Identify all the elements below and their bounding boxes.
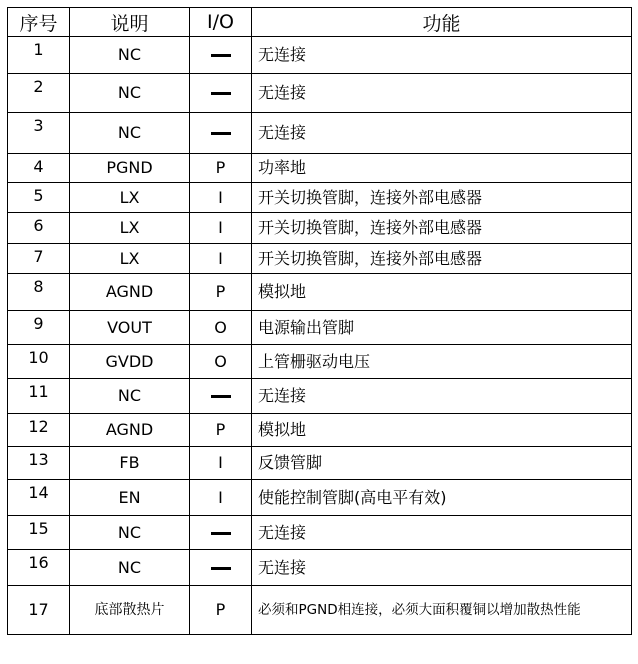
header-function: 功能 [252, 8, 632, 37]
pin-function: 开关切换管脚，连接外部电感器 [252, 213, 632, 244]
pin-number: 6 [8, 213, 70, 244]
pin-io: I [190, 213, 252, 244]
pin-function: 反馈管脚 [252, 447, 632, 480]
pin-name: VOUT [70, 311, 190, 345]
pin-number: 2 [8, 74, 70, 113]
no-connect-dash-icon [211, 395, 231, 398]
table-row [8, 274, 632, 311]
header-name: 说明 [70, 8, 190, 37]
pin-name: AGND [70, 274, 190, 311]
pin-io: P [190, 414, 252, 447]
pin-number: 9 [8, 311, 70, 345]
pin-io [190, 550, 252, 586]
table-row [8, 311, 632, 345]
pin-name: NC [70, 113, 190, 154]
table-row [8, 345, 632, 379]
pin-name: NC [70, 550, 190, 586]
pin-name: PGND [70, 154, 190, 183]
pin-function: 功率地 [252, 154, 632, 183]
pin-function: 无连接 [252, 550, 632, 586]
pin-function: 模拟地 [252, 274, 632, 311]
no-connect-dash-icon [211, 532, 231, 535]
pin-number: 7 [8, 244, 70, 274]
pin-io: I [190, 244, 252, 274]
pin-io: P [190, 586, 252, 635]
table-row [8, 74, 632, 113]
table-row [8, 183, 632, 213]
pin-function: 模拟地 [252, 414, 632, 447]
table-row [8, 414, 632, 447]
header-no: 序号 [8, 8, 70, 37]
pin-name: LX [70, 213, 190, 244]
pin-number: 13 [8, 447, 70, 480]
pin-name: 底部散热片 [70, 586, 190, 635]
no-connect-dash-icon [211, 92, 231, 95]
pin-name: NC [70, 516, 190, 550]
pin-io [190, 74, 252, 113]
pin-io: I [190, 447, 252, 480]
table-row [8, 244, 632, 274]
table-header-row [8, 8, 632, 37]
pin-function: 无连接 [252, 516, 632, 550]
pin-name: GVDD [70, 345, 190, 379]
pin-name: NC [70, 379, 190, 414]
table-row [8, 379, 632, 414]
table-row [8, 37, 632, 74]
pin-function: 开关切换管脚，连接外部电感器 [252, 244, 632, 274]
pin-function-table [7, 7, 632, 635]
pin-io [190, 37, 252, 74]
no-connect-dash-icon [211, 567, 231, 570]
pin-number: 1 [8, 37, 70, 74]
pin-name: NC [70, 37, 190, 74]
pin-name: NC [70, 74, 190, 113]
no-connect-dash-icon [211, 54, 231, 57]
pin-name: LX [70, 183, 190, 213]
pin-name: AGND [70, 414, 190, 447]
table-row [8, 516, 632, 550]
pin-io: I [190, 183, 252, 213]
pin-function: 无连接 [252, 379, 632, 414]
pin-number: 8 [8, 274, 70, 311]
table-row [8, 586, 632, 635]
pin-number: 11 [8, 379, 70, 414]
pin-number: 15 [8, 516, 70, 550]
pin-number: 16 [8, 550, 70, 586]
no-connect-dash-icon [211, 132, 231, 135]
pin-io [190, 379, 252, 414]
pin-io: P [190, 154, 252, 183]
pin-name: FB [70, 447, 190, 480]
pin-number: 3 [8, 113, 70, 154]
table-row [8, 154, 632, 183]
pin-number: 14 [8, 480, 70, 516]
pin-name: EN [70, 480, 190, 516]
pin-number: 4 [8, 154, 70, 183]
pin-function: 上管栅驱动电压 [252, 345, 632, 379]
table-row [8, 480, 632, 516]
pin-io: O [190, 311, 252, 345]
pin-function: 必须和PGND相连接，必须大面积覆铜以增加散热性能 [252, 586, 632, 635]
pin-name: LX [70, 244, 190, 274]
pin-function: 电源输出管脚 [252, 311, 632, 345]
pin-function: 开关切换管脚，连接外部电感器 [252, 183, 632, 213]
pin-io: I [190, 480, 252, 516]
table-row [8, 447, 632, 480]
table-row [8, 213, 632, 244]
pin-io: P [190, 274, 252, 311]
pin-function: 使能控制管脚(高电平有效) [252, 480, 632, 516]
pin-number: 17 [8, 586, 70, 635]
pin-io [190, 516, 252, 550]
pin-number: 5 [8, 183, 70, 213]
pin-io [190, 113, 252, 154]
table-row [8, 113, 632, 154]
header-io: I/O [190, 8, 252, 37]
pin-function: 无连接 [252, 74, 632, 113]
pin-io: O [190, 345, 252, 379]
pin-function: 无连接 [252, 113, 632, 154]
table-row [8, 550, 632, 586]
pin-number: 10 [8, 345, 70, 379]
pin-function: 无连接 [252, 37, 632, 74]
pin-number: 12 [8, 414, 70, 447]
